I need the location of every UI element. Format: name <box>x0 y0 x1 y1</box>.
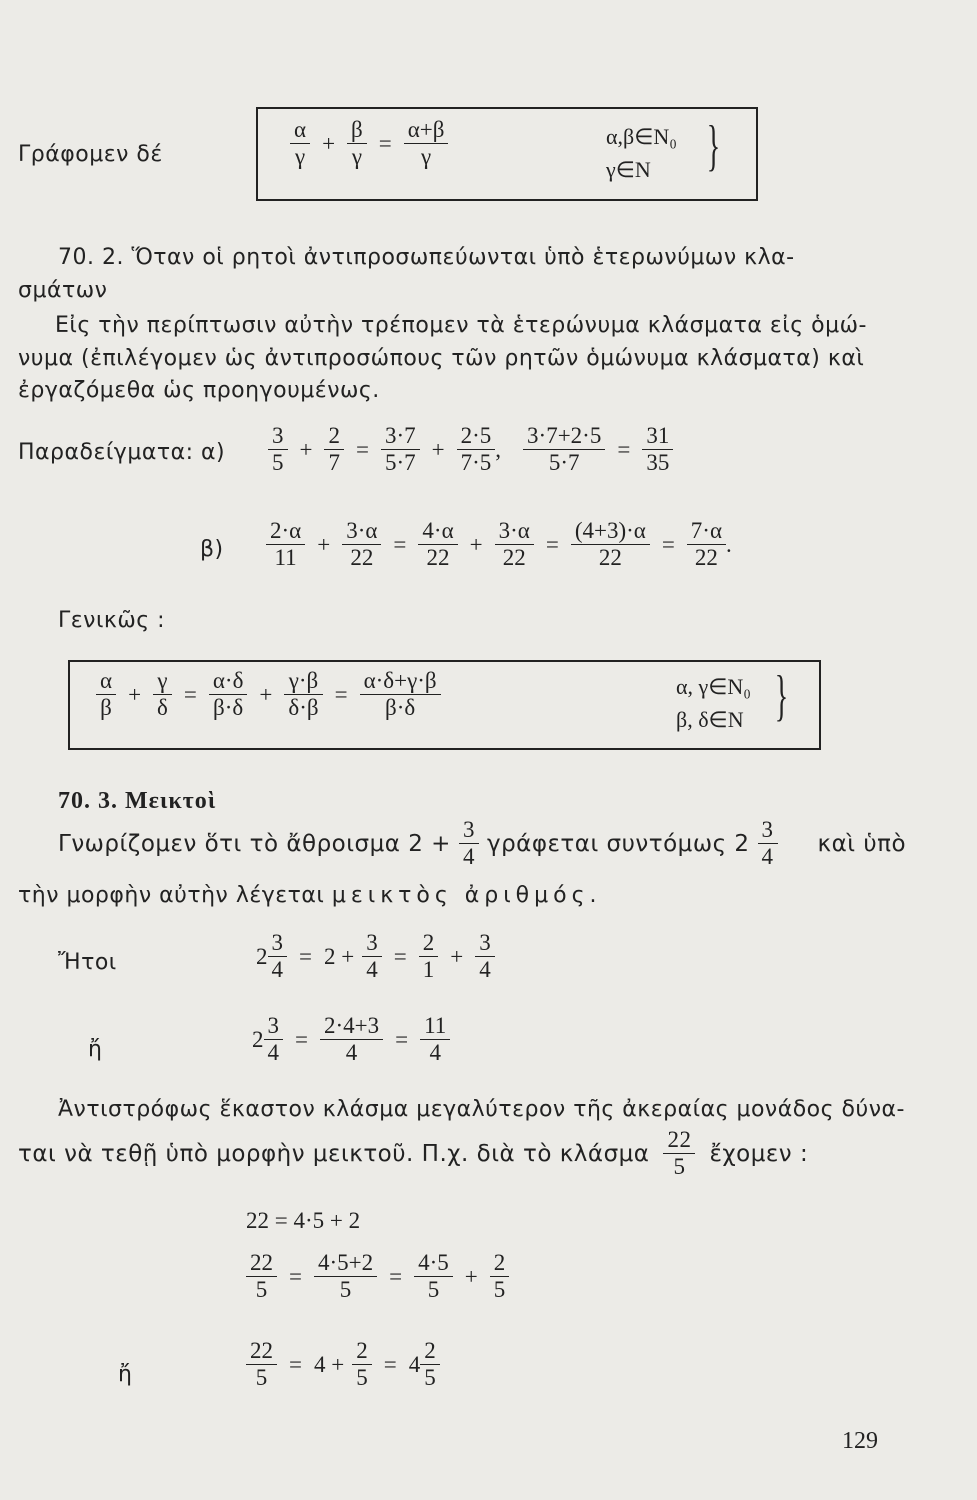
mixed-number-equation-2: 2 $\frac{3}{4}$ = $\frac{2\cdot 4+3}{4}$ = $\frac{11}{4}$ <box>252 1013 450 1067</box>
or-label: ἤ <box>88 1037 103 1062</box>
fraction: $\frac{3}{4}$ <box>268 930 288 984</box>
section-heading-70-2: 70. 2. Ὅταν οἱ ρητοὶ ἀντιπροσωπεύωνται ὑπὸ ἑτερωνύμων κλα- <box>58 245 795 270</box>
fraction: $\frac{22}{5}$ <box>663 1127 695 1181</box>
fraction: $\frac{3}{4}$ <box>459 817 479 871</box>
fraction: $\frac{2\cdot 5}{7\cdot 5}$ <box>457 423 496 477</box>
fraction: $\frac{7\cdot\alpha}{22}$ <box>687 518 726 572</box>
fraction: $\frac{3}{4}$ <box>362 930 382 984</box>
fraction: $\frac{4\cdot 5}{5}$ <box>414 1250 453 1304</box>
fraction: $\frac{31}{35}$ <box>642 423 673 477</box>
example-a-equation: $\frac{3}{5}$ + $\frac{2}{7}$ = $\frac{3\cdot 7}{5\cdot 7}$ + $\frac{2\cdot 5}{7\cdot 5}$ , $\frac{3\cdot 7+2\cdot 5}{5\cdot 7}$ = $\frac{31}{35}$ <box>268 423 673 477</box>
fraction: $\frac{\alpha\cdot\delta}{\beta\cdot\delta}$ <box>209 668 248 722</box>
equation-division: 22 = 4·5 + 2 <box>246 1208 361 1233</box>
fraction: $\frac{3}{5}$ <box>268 423 288 477</box>
fraction: $\frac{\alpha}{\beta}$ <box>96 668 116 722</box>
formula-sum-same-denominator: $\frac{\alpha}{\gamma}$ + $\frac{\beta}{\gamma}$ = $\frac{\alpha+\beta}{\gamma}$ <box>290 117 448 171</box>
fraction: $\frac{3}{4}$ <box>758 817 778 871</box>
fraction: $\frac{22}{5}$ <box>246 1338 277 1392</box>
conversely-line: Ἀντιστρόφως ἕκαστον κλάσμα μεγαλύτερον τῆς ἀκεραίας μονάδος δύνα- <box>58 1097 905 1122</box>
mixed-number-intro-line: Γνωρίζομεν ὅτι τὸ ἄθροισμα 2 + $\frac{3}{4}$ γράφεται συντόμως 2 $\frac{3}{4}$ καὶ ὑπὸ <box>58 817 907 870</box>
fraction: $\frac{3\cdot 7+2\cdot 5}{5\cdot 7}$ <box>523 423 605 477</box>
fraction: $\frac{2}{1}$ <box>419 930 439 984</box>
fraction: $\frac{\alpha\cdot\delta+\gamma\cdot\beta}{\beta\cdot\delta}$ <box>360 668 441 722</box>
fraction: $\frac{\gamma}{\delta}$ <box>153 668 172 722</box>
mixed-number-equation-1: 2 $\frac{3}{4}$ = 2 + $\frac{3}{4}$ = $\frac{2}{1}$ + $\frac{3}{4}$ <box>256 930 495 984</box>
fraction: $\frac{\gamma\cdot\beta}{\delta\cdot\beta}$ <box>284 668 322 722</box>
fraction: $\frac{\beta}{\gamma}$ <box>347 117 367 171</box>
htoi-label: Ἤτοι <box>58 950 117 975</box>
fraction: $\frac{(4+3)\cdot\alpha}{22}$ <box>571 518 650 572</box>
fraction: $\frac{3}{4}$ <box>475 930 495 984</box>
fraction: $\frac{4\cdot 5+2}{5}$ <box>314 1250 377 1304</box>
fraction: $\frac{4\cdot\alpha}{22}$ <box>418 518 457 572</box>
fraction: $\frac{2}{5}$ <box>420 1338 440 1392</box>
page-number: 129 <box>842 1428 878 1454</box>
fraction: $\frac{3}{4}$ <box>264 1013 284 1067</box>
fraction: $\frac{2\cdot 4+3}{4}$ <box>320 1013 383 1067</box>
intro-text: Γράφομεν δέ <box>18 142 163 167</box>
formula-general: $\frac{\alpha}{\beta}$ + $\frac{\gamma}{\delta}$ = $\frac{\alpha\cdot\delta}{\beta\cdot\delta}$ + $\frac{\gamma\cdot\beta}{\delta\cdot\beta}$ = $\frac{\alpha\cdot\delta+\gamma\cdot\beta}{\beta\cdot\delta}$ <box>96 668 441 722</box>
equation-fraction-split: $\frac{22}{5}$ = $\frac{4\cdot 5+2}{5}$ = $\frac{4\cdot 5}{5}$ + $\frac{2}{5}$ <box>246 1250 509 1304</box>
fraction: $\frac{2\cdot\alpha}{11}$ <box>266 518 305 572</box>
general-label: Γενικῶς : <box>58 608 166 633</box>
fraction: $\frac{11}{4}$ <box>420 1013 450 1067</box>
formula-conditions: α, γ∈N₀ β, δ∈N <box>676 674 751 732</box>
fraction: $\frac{2}{7}$ <box>324 423 344 477</box>
example-b-equation: $\frac{2\cdot\alpha}{11}$ + $\frac{3\cdot\alpha}{22}$ = $\frac{4\cdot\alpha}{22}$ + $\frac{3\cdot\alpha}{22}$ = $\frac{(4+3)\cdot\alpha}{22}$ = $\frac{7\cdot\alpha}{22}$ . <box>266 518 732 572</box>
fraction: $\frac{3\cdot 7}{5\cdot 7}$ <box>381 423 420 477</box>
section-heading-70-2-continued: σμάτων <box>18 278 108 303</box>
conversely-line-2: ται νὰ τεθῇ ὑπὸ μορφὴν μεικτοῦ. Π.χ. διὰ τὸ κλάσμα $\frac{22}{5}$ ἔχομεν : <box>18 1127 809 1180</box>
section-heading-70-3: 70. 3. Μεικτοὶ <box>58 788 217 814</box>
brace-symbol: } <box>706 115 721 177</box>
fraction: $\frac{3\cdot\alpha}{22}$ <box>495 518 534 572</box>
fraction: $\frac{22}{5}$ <box>246 1250 277 1304</box>
fraction: $\frac{2}{5}$ <box>490 1250 510 1304</box>
equation-mixed-result: $\frac{22}{5}$ = 4 + $\frac{2}{5}$ = 4 $\frac{2}{5}$ <box>246 1338 440 1392</box>
fraction: $\frac{3\cdot\alpha}{22}$ <box>342 518 381 572</box>
formula-conditions: α,β∈N₀ γ∈N <box>606 124 677 182</box>
mixed-number-definition-line: τὴν μορφὴν αὐτὴν λέγεται μεικτὸς ἀριθμός. <box>18 883 602 908</box>
examples-label: Παραδείγματα: α) <box>18 440 226 465</box>
brace-symbol: } <box>774 665 789 727</box>
fraction: $\frac{\alpha}{\gamma}$ <box>290 117 310 171</box>
paragraph-line: νυμα (ἐπιλέγομεν ὡς ἀντιπροσώπους τῶν ρητῶν ὁμώνυμα κλάσματα) καὶ <box>18 346 865 371</box>
fraction: $\frac{\alpha+\beta}{\gamma}$ <box>404 117 449 171</box>
or-label: ἤ <box>118 1362 133 1387</box>
fraction: $\frac{2}{5}$ <box>352 1338 372 1392</box>
paragraph-line: Εἰς τὴν περίπτωσιν αὐτὴν τρέπομεν τὰ ἑτερώνυμα κλάσματα εἰς ὁμώ- <box>55 313 867 338</box>
paragraph-line: ἐργαζόμεθα ὡς προηγουμένως. <box>18 378 380 403</box>
example-b-label: β) <box>200 537 224 562</box>
